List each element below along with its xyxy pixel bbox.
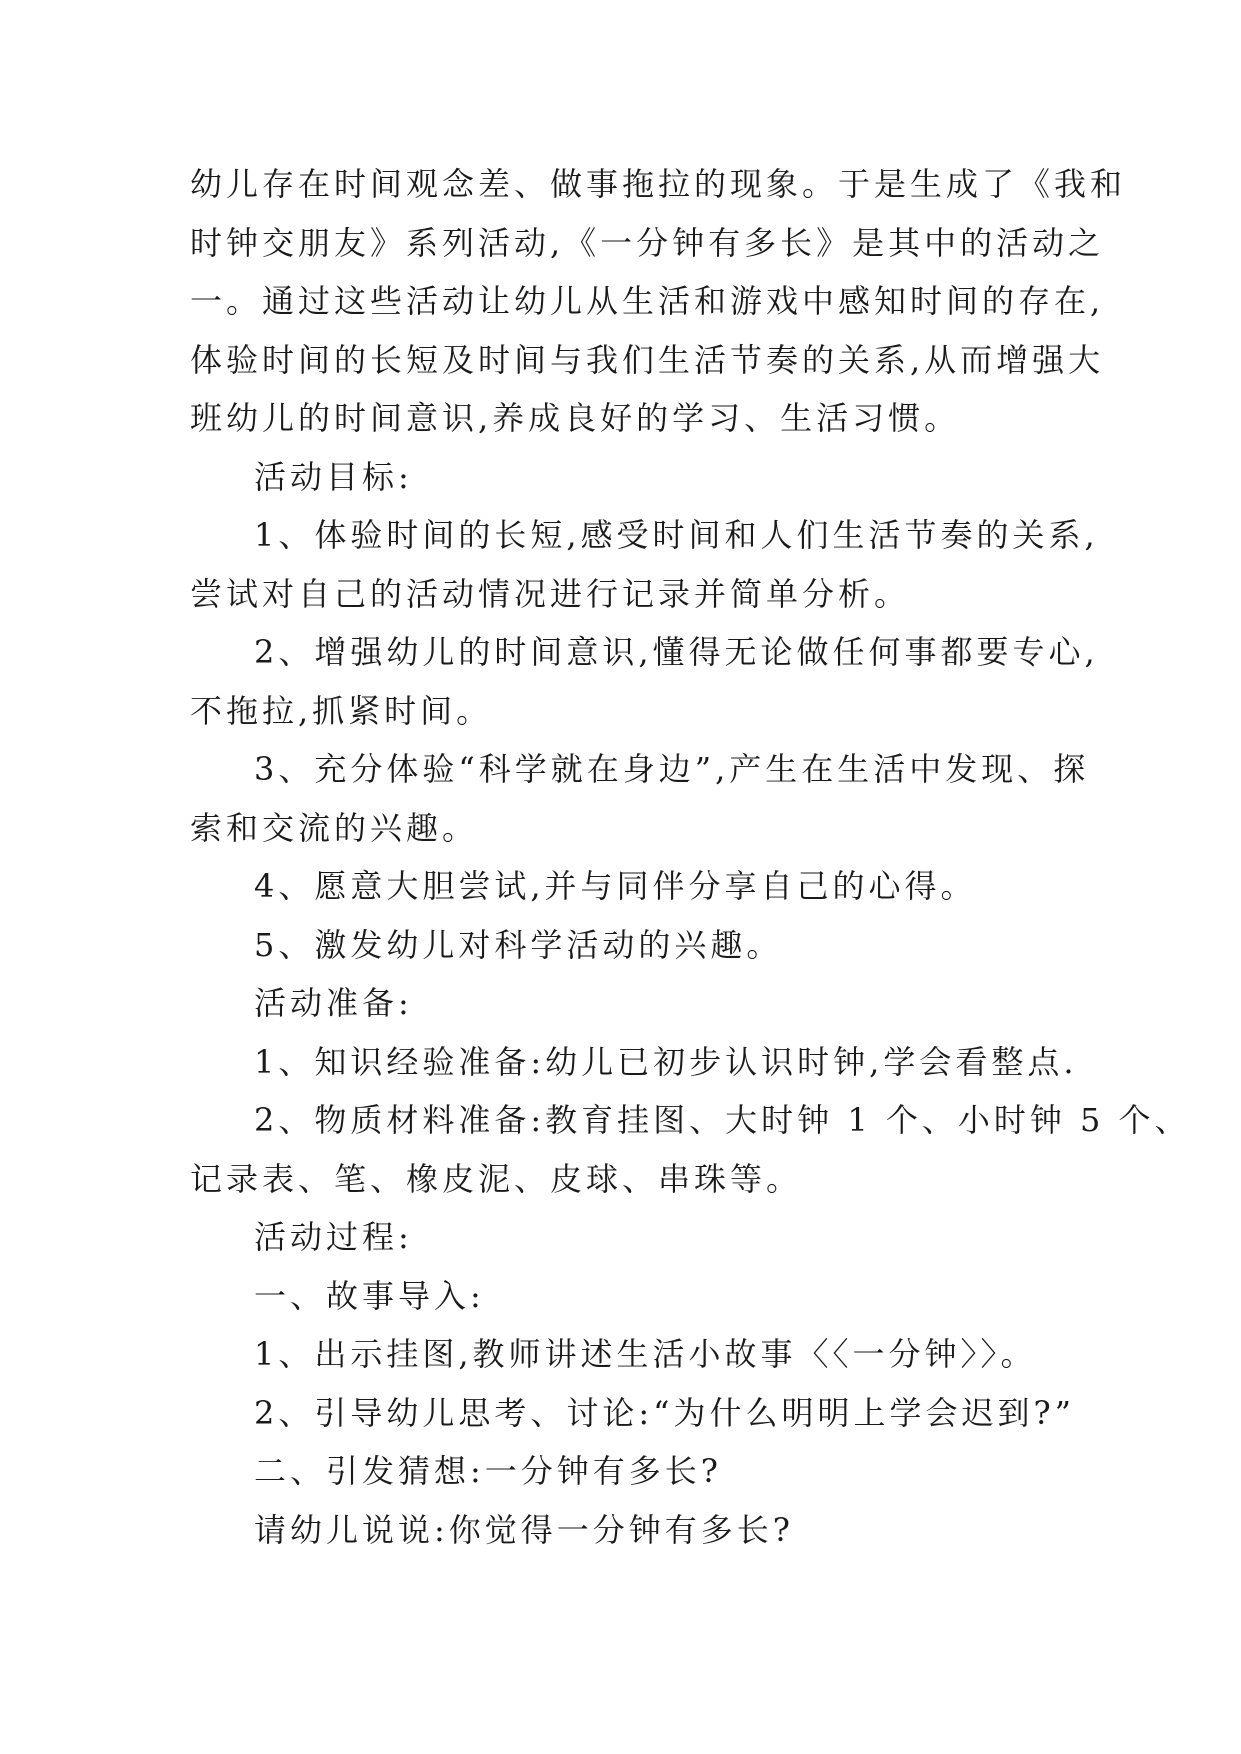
subsection-heading: 一、故事导入: (254, 1276, 485, 1315)
text-line: 时钟交朋友》系列活动,《一分钟有多长》是其中的活动之 (190, 223, 1105, 262)
text-line: 幼儿存在时间观念差、做事拖拉的现象。于是生成了《我和 (190, 165, 1127, 203)
list-item: 1、知识经验准备:幼儿已初步认识时钟,学会看整点. (254, 1042, 1078, 1081)
text-line: 一。通过这些活动让幼儿从生活和游戏中感知时间的存在, (190, 282, 1105, 320)
text-line: 体验时间的长短及时间与我们生活节奏的关系,从而增强大 (190, 340, 1105, 379)
section-heading: 活动准备: (254, 984, 413, 1022)
text-line: 不拖拉,抓紧时间。 (190, 691, 493, 730)
text-line: 索和交流的兴趣。 (190, 808, 479, 847)
section-heading: 活动过程: (254, 1218, 413, 1256)
list-item: 2、引导幼儿思考、讨论:“为什么明明上学会迟到?” (254, 1393, 1076, 1432)
subsection-heading: 二、引发猜想:一分钟有多长? (254, 1452, 722, 1490)
section-heading: 活动目标: (254, 457, 413, 496)
list-item: 1、体验时间的长短,感受时间和人们生活节奏的关系, (254, 516, 1099, 554)
list-item: 1、出示挂图,教师讲述生活小故事〈〈一分钟〉〉。 (254, 1335, 1037, 1373)
text-line: 班幼儿的时间意识,养成良好的学习、生活习惯。 (190, 399, 961, 437)
document-body (190, 155, 1191, 1559)
text-line: 尝试对自己的活动情况进行记录并简单分析。 (190, 574, 911, 613)
list-item: 5、激发幼儿对科学活动的兴趣。 (254, 925, 783, 964)
list-item: 2、物质材料准备:教育挂图、大时钟 1 个、小时钟 5 个、 (254, 1101, 1191, 1139)
text-line: 记录表、笔、橡皮泥、皮球、串珠等。 (190, 1159, 803, 1198)
text-line: 请幼儿说说:你觉得一分钟有多长? (254, 1510, 794, 1549)
list-item: 3、充分体验“科学就在身边”,产生在生活中发现、探 (254, 750, 1090, 788)
list-item: 4、愿意大胆尝试,并与同伴分享自己的心得。 (254, 867, 977, 905)
list-item: 2、增强幼儿的时间意识,懂得无论做任何事都要专心, (254, 633, 1099, 671)
